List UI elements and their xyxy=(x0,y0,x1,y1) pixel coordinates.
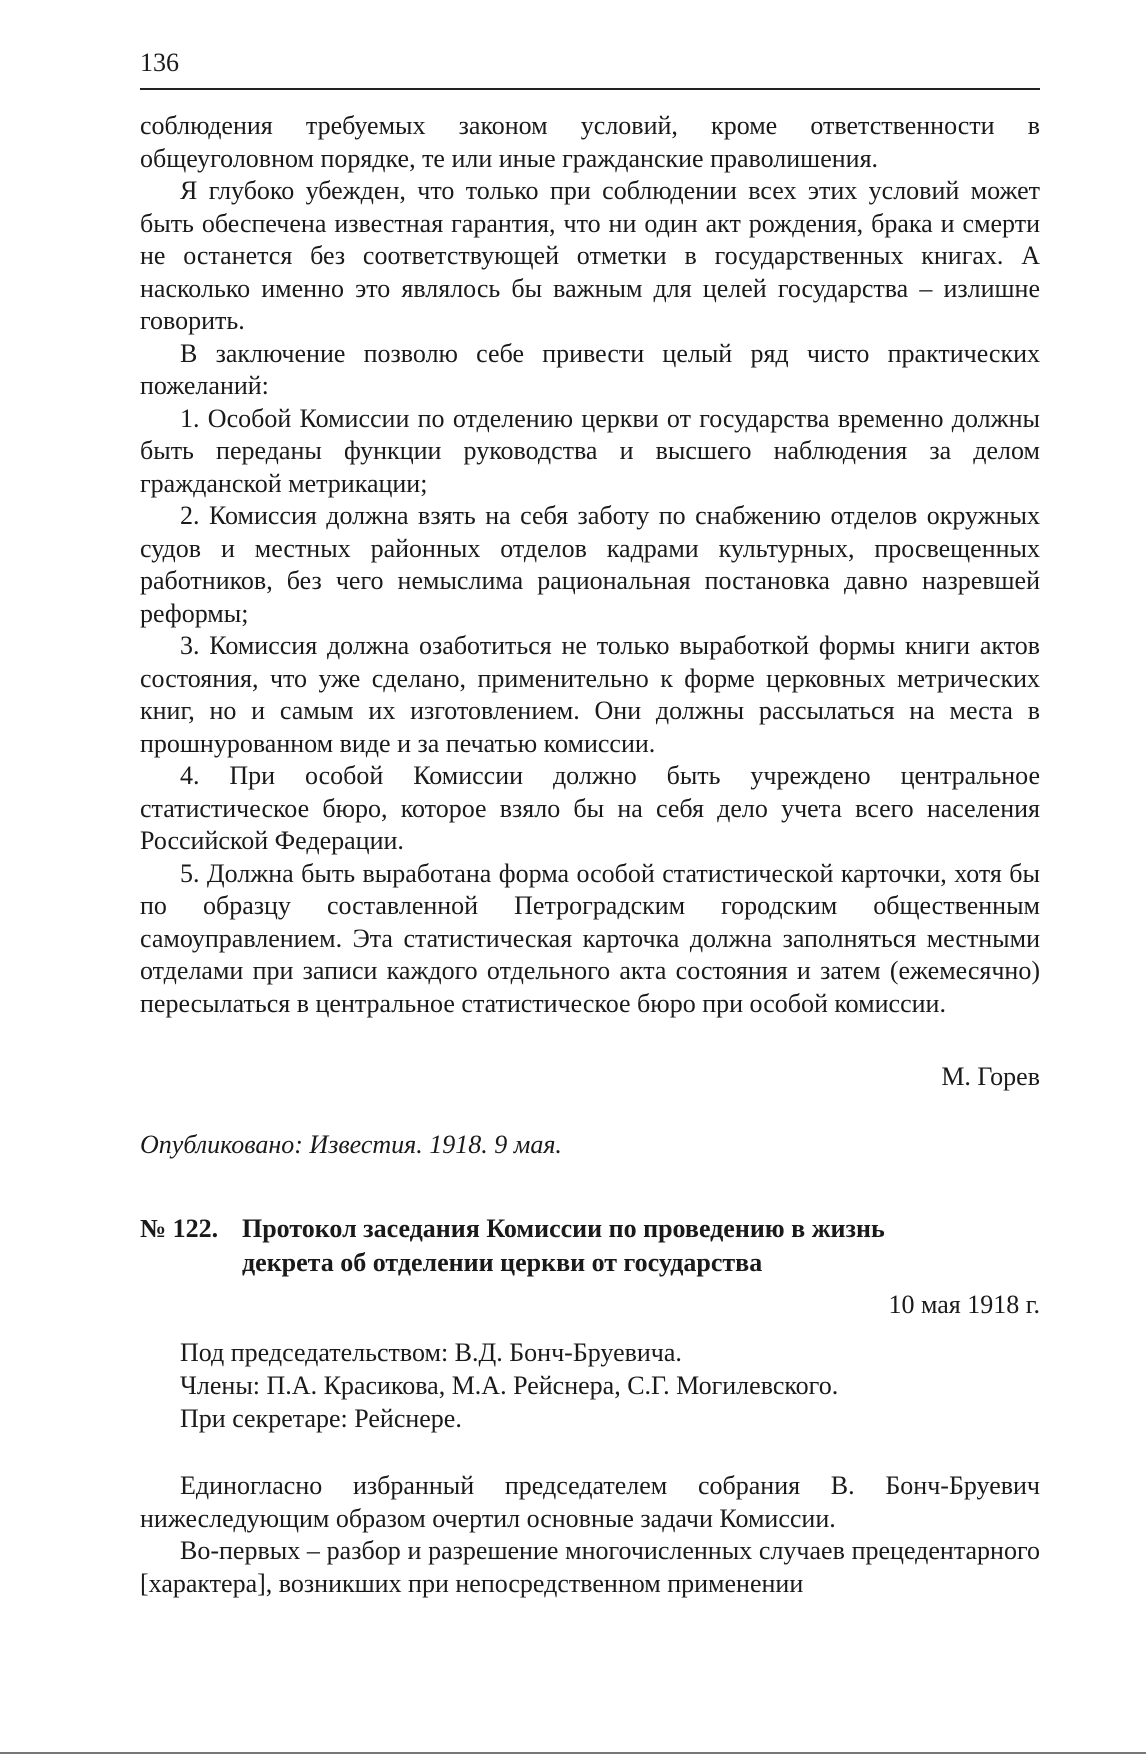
paragraph: Во-первых – разбор и разрешение многочисленных случаев прецедентарного [характера], возникших при непосредственном применении xyxy=(140,1536,1040,1598)
paragraph: соблюдения требуемых законом условий, кроме ответственности в общеуголовном порядке, те или иные гражданские праволишения. xyxy=(140,111,1040,173)
publication-note: Опубликовано: Известия. 1918. 9 мая. xyxy=(140,1130,562,1159)
document-date: 10 мая 1918 г. xyxy=(888,1290,1040,1319)
list-item: 5. Должна быть выработана форма особой статистической карточки, хотя бы по образцу составленной Петроградским городским общественным самоуправлением. Эта статистическая карточка должна заполняться местными отделами при записи каждого отдельного акта состояния и затем (ежемесячно) пересылаться в центральное статистическое бюро при особой комиссии. xyxy=(140,858,1040,1018)
list-item: 4. При особой Комиссии должно быть учреждено центральное статистическое бюро, которое взяло бы на себя дело учета всего населения Российской Федерации. xyxy=(140,761,1040,855)
list-item: 1. Особой Комиссии по отделению церкви от государства временно должны быть переданы функции руководства и высшего наблюдения за делом гражданской метрикации; xyxy=(140,403,1040,498)
chair-line: Под председательством: В.Д. Бонч-Бруевича. xyxy=(180,1338,682,1367)
paragraph: Я глубоко убежден, что только при соблюдении всех этих условий может быть обеспечена известная гарантия, что ни один акт рождения, брака и смерти не останется без соответствующей отметки в государственных книгах. А насколько именно это являлось бы важным для целей государства – излишне говорить. xyxy=(140,176,1040,335)
page-number: 136 xyxy=(140,48,179,77)
author-signature: М. Горев xyxy=(941,1062,1040,1091)
header-rule xyxy=(140,88,1040,90)
body-text xyxy=(140,110,1040,1020)
list-item: 2. Комиссия должна взять на себя заботу по снабжению отделов окружных судов и местных районных отделов кадрами культурных, просвещенных работников, без чего немыслима рациональная постановка давно назревшей реформы; xyxy=(140,501,1040,628)
secretary-line: При секретаре: Рейснере. xyxy=(180,1404,462,1433)
document-heading xyxy=(140,1212,1040,1280)
document-number: № 122. xyxy=(140,1214,219,1243)
scan-edge-rule xyxy=(0,1752,1146,1754)
document-title-line1: Протокол заседания Комиссии по проведению в жизнь xyxy=(242,1214,885,1243)
paragraph: Единогласно избранный председателем собрания В. Бонч-Бруевич нижеследующим образом очертил основные задачи Комиссии. xyxy=(140,1471,1040,1533)
attendance-list xyxy=(180,1336,838,1435)
protocol-text xyxy=(140,1470,1040,1600)
members-line: Члены: П.А. Красикова, М.А. Рейснера, С.Г. Могилевского. xyxy=(180,1371,839,1400)
list-item: 3. Комиссия должна озаботиться не только выработкой формы книги актов состояния, что уже сделано, применительно к форме церковных метрических книг, но и самым их изготовлением. Они должны рассылаться на места в прошнурованном виде и за печатью комиссии. xyxy=(140,631,1040,758)
paragraph: В заключение позволю себе привести целый ряд чисто практических пожеланий: xyxy=(140,338,1040,400)
document-title-line2: декрета об отделении церкви от государства xyxy=(242,1248,763,1277)
